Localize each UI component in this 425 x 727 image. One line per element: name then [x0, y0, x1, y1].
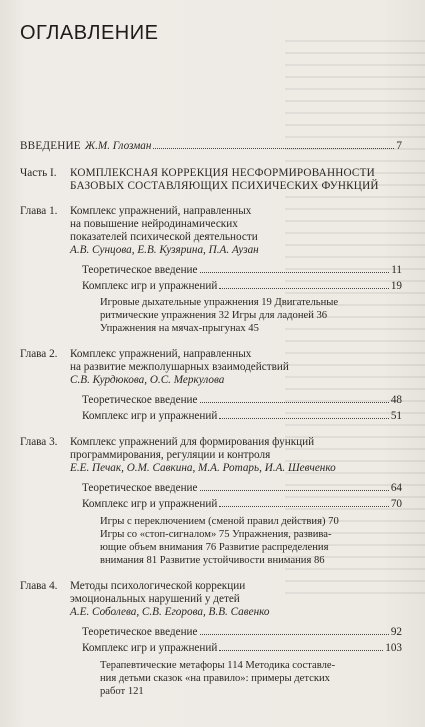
toc-entry	[82, 410, 402, 423]
toc-entry	[82, 394, 402, 407]
part-title-line: КОМПЛЕКСНАЯ КОРРЕКЦИЯ НЕСФОРМИРОВАННОСТИ	[70, 167, 375, 179]
leader-dots	[200, 490, 389, 491]
toc-entry	[82, 498, 402, 511]
leader-dots	[219, 288, 388, 289]
leader-dots	[200, 402, 389, 403]
chapter-title-line: на повышение нейродинамических	[70, 218, 238, 230]
subsection-line: ния детьми сказок «на правило»: примеры детских	[100, 673, 330, 684]
intro-author: Ж.М. Глозман	[84, 140, 152, 152]
subsection-line: Игровые дыхательные упражнения 19 Двигательные	[100, 297, 339, 308]
subsection-line: внимания 81 Развитие устойчивости внимания 86	[100, 555, 325, 566]
entry-text: Комплекс игр и упражнений	[82, 642, 218, 654]
chapter-title-line: показателей психической деятельности	[70, 231, 258, 243]
entry-text: Теоретическое введение	[82, 626, 198, 638]
toc-entry	[82, 280, 402, 293]
intro-label: ВВЕДЕНИЕ	[20, 140, 81, 152]
page-number: 11	[391, 264, 402, 276]
entry-text: Теоретическое введение	[82, 482, 198, 494]
chapter-title-line: эмоциональных нарушений у детей	[70, 593, 240, 605]
page-number: 103	[385, 642, 402, 654]
entry-text: Комплекс игр и упражнений	[82, 410, 218, 422]
toc-entry	[82, 264, 402, 277]
page-number: 7	[396, 140, 402, 152]
toc-entry	[82, 642, 402, 655]
subsection-line: ритмические упражнения 32 Игры для ладоней 36	[100, 310, 328, 321]
toc-entry	[82, 482, 402, 495]
page-number: 51	[390, 410, 402, 422]
page-number: 64	[390, 482, 402, 494]
page-number: 92	[390, 626, 402, 638]
leader-dots	[219, 506, 388, 507]
chapter-authors: Е.Е. Печак, О.М. Савкина, М.А. Ротарь, И.А. Шевченко	[70, 462, 336, 474]
subsection-line: Терапевтические метафоры 114 Методика составле-	[100, 660, 336, 671]
part-label: Часть I.	[20, 167, 57, 179]
chapter-title-line: на развитие межполушарных взаимодействий	[70, 361, 289, 373]
chapter-authors: А.В. Сунцова, Е.В. Кузярина, П.А. Аузан	[70, 244, 259, 256]
leader-dots	[219, 650, 383, 651]
page-number: 19	[390, 280, 402, 292]
page-number: 48	[390, 394, 402, 406]
subsection-line: Упражнения на мячах-прыгунах 45	[100, 323, 259, 334]
chapter-title-line: Комплекс упражнений для формирования функций	[70, 436, 315, 448]
toc-entry-intro	[20, 140, 402, 153]
chapter-authors: А.Е. Соболева, С.В. Егорова, В.В. Савенко	[70, 606, 270, 618]
chapter-label: Глава 3.	[20, 436, 58, 448]
chapter-label: Глава 1.	[20, 205, 58, 217]
entry-text: Комплекс игр и упражнений	[82, 498, 218, 510]
chapter-title-line: Комплекс упражнений, направленных	[70, 205, 252, 217]
entry-text: Теоретическое введение	[82, 394, 198, 406]
leader-dots	[153, 148, 394, 149]
toc-entry	[82, 626, 402, 639]
chapter-label: Глава 4.	[20, 580, 58, 592]
part-title-line: БАЗОВЫХ СОСТАВЛЯЮЩИХ ПСИХИЧЕСКИХ ФУНКЦИЙ	[70, 180, 379, 192]
page-title: ОГЛАВЛЕНИЕ	[20, 22, 159, 44]
chapter-authors: С.В. Курдюкова, О.С. Меркулова	[70, 374, 225, 386]
leader-dots	[200, 272, 390, 273]
leader-dots	[219, 418, 388, 419]
chapter-label: Глава 2.	[20, 348, 58, 360]
chapter-title-line: Комплекс упражнений, направленных	[70, 348, 252, 360]
subsection-line: ющие объем внимания 76 Развитие распределения	[100, 542, 329, 553]
subsection-line: работ 121	[100, 686, 144, 697]
page-number: 70	[390, 498, 402, 510]
entry-text: Теоретическое введение	[82, 264, 198, 276]
chapter-title-line: Методы психологической коррекции	[70, 580, 246, 592]
subsection-line: Игры со «стоп-сигналом» 75 Упражнения, развива-	[100, 529, 332, 540]
subsection-line: Игры с переключением (сменой правил действия) 70	[100, 516, 339, 527]
chapter-title-line: программирования, регуляции и контроля	[70, 449, 271, 461]
leader-dots	[200, 634, 389, 635]
entry-text: Комплекс игр и упражнений	[82, 280, 218, 292]
